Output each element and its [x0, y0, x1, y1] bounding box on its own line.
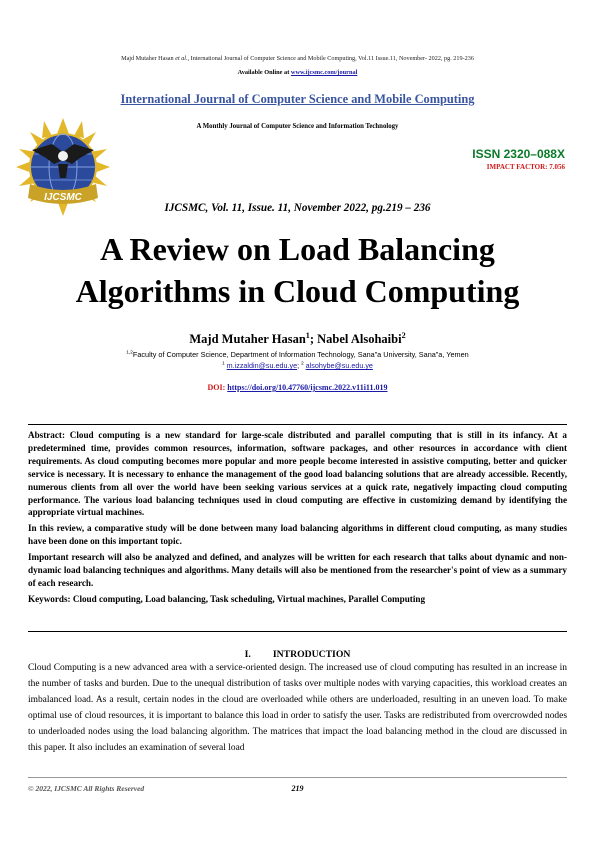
affiliation-superscript: 1,2 — [126, 350, 133, 356]
keywords: Keywords: Cloud computing, Load balancing, Task scheduling, Virtual machines, Parallel Computing — [28, 593, 426, 604]
author-name: Nabel Alsohaibi — [317, 332, 402, 346]
email-superscript: 1 — [222, 360, 225, 366]
abstract-block — [28, 429, 567, 609]
copyright-notice: © 2022, IJCSMC All Rights Reserved — [28, 784, 145, 793]
paper-title-line-2: Algorithms in Cloud Computing — [75, 273, 520, 309]
affiliation — [0, 350, 595, 359]
email-link[interactable]: m.izzaldin@su.edu.ye — [226, 361, 298, 370]
doi-link[interactable]: https://doi.org/10.47760/ijcsmc.2022.v11i11.019 — [227, 383, 388, 392]
email-separator: ; — [297, 361, 302, 370]
author-list — [0, 332, 595, 347]
citation-line: IJCSMC, Vol. 11, Issue. 11, November 2022, pg.219 – 236 — [164, 202, 431, 214]
running-head-etal: et al — [175, 55, 187, 62]
abstract-paragraph: Important research will also be analyzed and defined, and analyzes will be written for each research that talks about dynamic and non-dynamic load balancing techniques and algorithms. Many details will also be mentioned from the researcher's point of view as a summary of each research. — [28, 552, 567, 588]
section-title: INTRODUCTION — [272, 649, 351, 660]
paper-title-line-1: A Review on Load Balancing — [100, 231, 495, 267]
availability-line — [0, 69, 595, 76]
author-superscript: 2 — [401, 330, 406, 340]
author-superscript: 1 — [305, 330, 310, 340]
abstract-paragraph: In this review, a comparative study will be done between many load balancing algorithms in different cloud computing, as many studies have been done on this important topic. — [28, 523, 567, 547]
journal-title[interactable]: International Journal of Computer Science and Mobile Computing — [120, 92, 475, 106]
affiliation-text: Faculty of Computer Science, Department of Information Technology, Sana‟a University, Sana‟a, Yemen — [132, 350, 469, 359]
available-label: Available Online at — [237, 69, 290, 76]
keywords-rule — [28, 631, 567, 632]
footer-rule — [28, 777, 567, 778]
doi-line — [0, 383, 595, 392]
abstract-top-rule — [28, 424, 567, 425]
running-head — [0, 55, 595, 62]
impact-factor: IMPACT FACTOR: 7.056 — [486, 163, 565, 171]
author-emails — [0, 361, 595, 370]
author-separator: ; — [309, 332, 318, 346]
running-head-rest: ., International Journal of Computer Science and Mobile Computing, Vol.11 Issue.11, November- 2022, pg. 219-236 — [186, 55, 474, 62]
paper-title — [0, 228, 595, 312]
section-heading — [0, 649, 595, 660]
introduction-text: Cloud Computing is a new advanced area with a service-oriented design. The increased use of cloud computing has resulted in an increase in the number of tasks and burden. Due to the unequal distribution of tasks over multiple nodes with varying capacities, this workload creates an imbalanced load. As a result, certain nodes in the cloud are overloaded while others are underloaded, resulting in an uneven load. To make optimal use of cloud resources, it is important to balance this load in order to satisfy the user. Tasks are redistributed from overcrowded nodes to underloaded nodes using the load balancing algorithm. The matrices that impact the load balancing method in the cloud are discussed in this paper. It also includes an examination of several load — [28, 663, 567, 753]
logo-text: IJCSMC — [44, 192, 82, 203]
section-number: I. — [244, 649, 251, 660]
issn-number: ISSN 2320–088X — [472, 147, 565, 161]
running-head-author: Majd Mutaher Hasan — [121, 55, 174, 62]
journal-url-link[interactable]: www.ijcsmc.com/journal — [290, 69, 358, 76]
email-superscript: 2 — [301, 360, 304, 366]
email-link[interactable]: alsohybe@su.edu.ye — [305, 361, 373, 370]
doi-label: DOI: — [207, 383, 226, 392]
page-number: 219 — [291, 784, 304, 793]
author-name: Majd Mutaher Hasan — [189, 332, 306, 346]
journal-subtitle: A Monthly Journal of Computer Science and Information Technology — [196, 123, 399, 130]
abstract-paragraph: Abstract: Cloud computing is a new standard for large-scale distributed and parallel computing that is still in its infancy. At a predetermined time, provides common resources, information, software packages, and other resources in accordance with client requirements. As cloud computing becomes more popular and more people become interested in assistive computing, better and quicker service is necessary. It is necessary to enhance the management of the good load balancing solutions that are already accessible. Recently, numerous clients from all over the world have been seeking various services at a quick rate, negatively impacting cloud computing performance. The various load balancing techniques used in cloud computing are effective in customizing demand by identifying the appropriate virtual machines. — [28, 430, 567, 518]
